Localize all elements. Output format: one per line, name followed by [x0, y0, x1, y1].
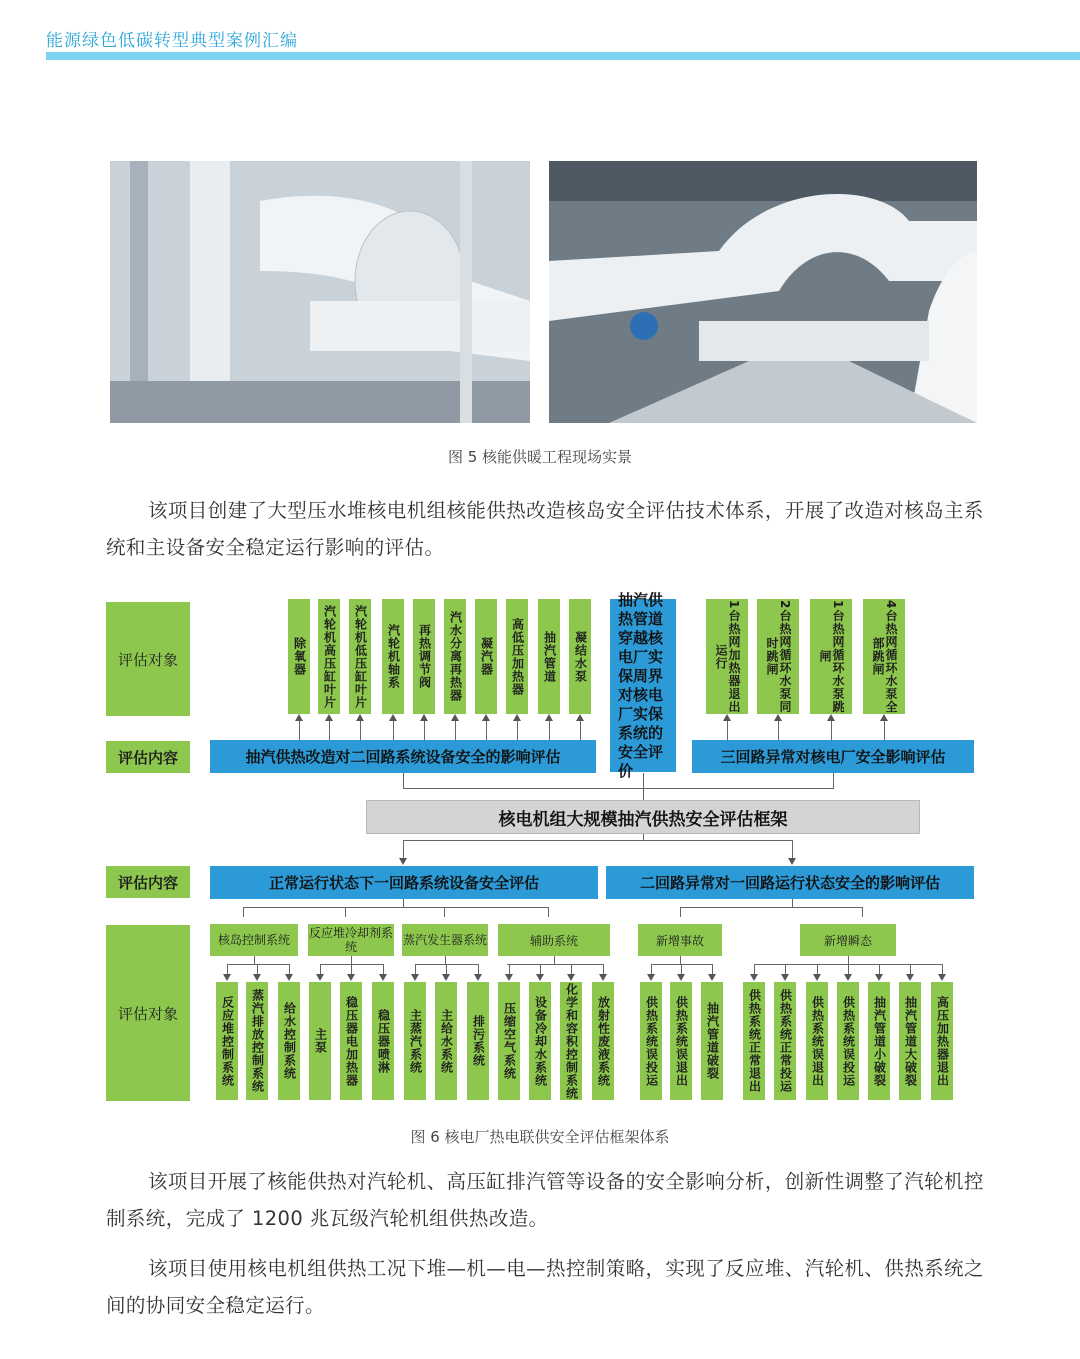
bottom-object: 供热系统正常退出 — [743, 982, 765, 1100]
bottom-object: 反应堆控制系统 — [216, 982, 238, 1100]
top-middle-content: 抽汽供热管道穿越核电厂实保周界对核电厂实保系统的安全评价 — [610, 599, 676, 772]
group-box: 新增事故 — [638, 924, 722, 956]
bottom-object: 供热系统误投运 — [837, 982, 859, 1100]
figure6-caption: 图 6 核电厂热电联供安全评估框架体系 — [410, 1128, 670, 1146]
top-right-object: 1台热网循环水泵跳闸 — [810, 599, 852, 714]
bottom-object: 给水控制系统 — [278, 982, 300, 1100]
bottom-object: 化学和容积控制系统 — [560, 982, 582, 1100]
bottom-object: 压缩空气系统 — [498, 982, 520, 1100]
top-object: 除氧器 — [288, 599, 310, 714]
top-left-content: 抽汽供热改造对二回路系统设备安全的影响评估 — [210, 740, 596, 773]
framework-diagram — [100, 592, 980, 1107]
bottom-object: 稳压器喷淋 — [372, 982, 394, 1100]
group-box: 新增瞬态 — [800, 924, 896, 956]
paragraph-2-text: 该项目开展了核能供热对汽轮机、高压缸排汽管等设备的安全影响分析，创新性调整了汽轮机控制系统，完成了 1200 兆瓦级汽轮机组供热改造。 — [106, 1170, 984, 1230]
paragraph-3-text: 该项目使用核电机组供热工况下堆—机—电—热控制策略，实现了反应堆、汽轮机、供热系统之间的协同安全稳定运行。 — [106, 1257, 984, 1317]
bottom-object: 抽汽管道大破裂 — [899, 982, 921, 1100]
bottom-object: 主给水系统 — [435, 982, 457, 1100]
figure5-caption: 图 5 核能供暖工程现场实景 — [447, 448, 633, 466]
top-object: 汽轮机高压缸叶片 — [318, 599, 340, 714]
paragraph-3 — [106, 1250, 986, 1324]
bottom-left-content: 正常运行状态下一回路系统设备安全评估 — [210, 866, 598, 899]
top-object: 再热调节阀 — [413, 599, 435, 714]
bottom-object: 供热系统正常投运 — [774, 982, 796, 1100]
top-right-object: 2台热网循环水泵同时跳闸 — [757, 599, 799, 714]
label-bottom-object: 评估对象 — [106, 925, 190, 1101]
bottom-object: 抽汽管道破裂 — [701, 982, 723, 1100]
bottom-object: 高压加热器退出 — [931, 982, 953, 1100]
bottom-right-content: 二回路异常对一回路运行状态安全的影响评估 — [606, 866, 974, 899]
label-top-object: 评估对象 — [106, 602, 190, 716]
group-box: 反应堆冷却剂系统 — [308, 926, 393, 954]
top-object: 凝汽器 — [475, 599, 497, 714]
bottom-object: 蒸汽排放控制系统 — [246, 982, 268, 1100]
header-title: 能源绿色低碳转型典型案例汇编 — [46, 31, 298, 51]
bottom-object: 放射性废液系统 — [592, 982, 614, 1100]
group-box: 辅助系统 — [498, 924, 610, 956]
top-right-content: 三回路异常对核电厂安全影响评估 — [692, 740, 974, 773]
bottom-object: 稳压器电加热器 — [340, 982, 362, 1100]
center-framework-title: 核电机组大规模抽汽供热安全评估框架 — [366, 800, 920, 834]
bottom-object: 供热系统误退出 — [670, 982, 692, 1100]
header-bar — [46, 52, 1080, 60]
top-object: 汽水分离再热器 — [444, 599, 466, 714]
top-object: 高低压加热器 — [506, 599, 528, 714]
photo-pipes-right — [549, 161, 977, 423]
paragraph-2 — [106, 1163, 986, 1237]
label-bottom-content: 评估内容 — [106, 866, 190, 898]
top-object: 凝结水泵 — [569, 599, 591, 714]
paragraph-1-text: 该项目创建了大型压水堆核电机组核能供热改造核岛安全评估技术体系，开展了改造对核岛主系统和主设备安全稳定运行影响的评估。 — [106, 499, 984, 559]
bottom-object: 主蒸汽系统 — [404, 982, 426, 1100]
photo-pipes-left — [110, 161, 530, 423]
group-box: 蒸汽发生器系统 — [402, 924, 488, 956]
top-right-object: 4台热网循环水泵全部跳闸 — [863, 599, 905, 714]
top-object: 汽轮机低压缸叶片 — [349, 599, 371, 714]
group-box: 核岛控制系统 — [210, 924, 298, 956]
bottom-object: 主泵 — [309, 982, 331, 1100]
bottom-object: 供热系统误退出 — [806, 982, 828, 1100]
label-top-content: 评估内容 — [106, 741, 190, 773]
bottom-object: 设备冷却水系统 — [529, 982, 551, 1100]
bottom-object: 抽汽管道小破裂 — [868, 982, 890, 1100]
bottom-object: 排污系统 — [467, 982, 489, 1100]
top-object: 汽轮机轴系 — [382, 599, 404, 714]
paragraph-1 — [106, 492, 986, 566]
bottom-object: 供热系统误投运 — [640, 982, 662, 1100]
top-right-object: 1台热网加热器退出运行 — [706, 599, 748, 714]
top-object: 抽汽管道 — [538, 599, 560, 714]
